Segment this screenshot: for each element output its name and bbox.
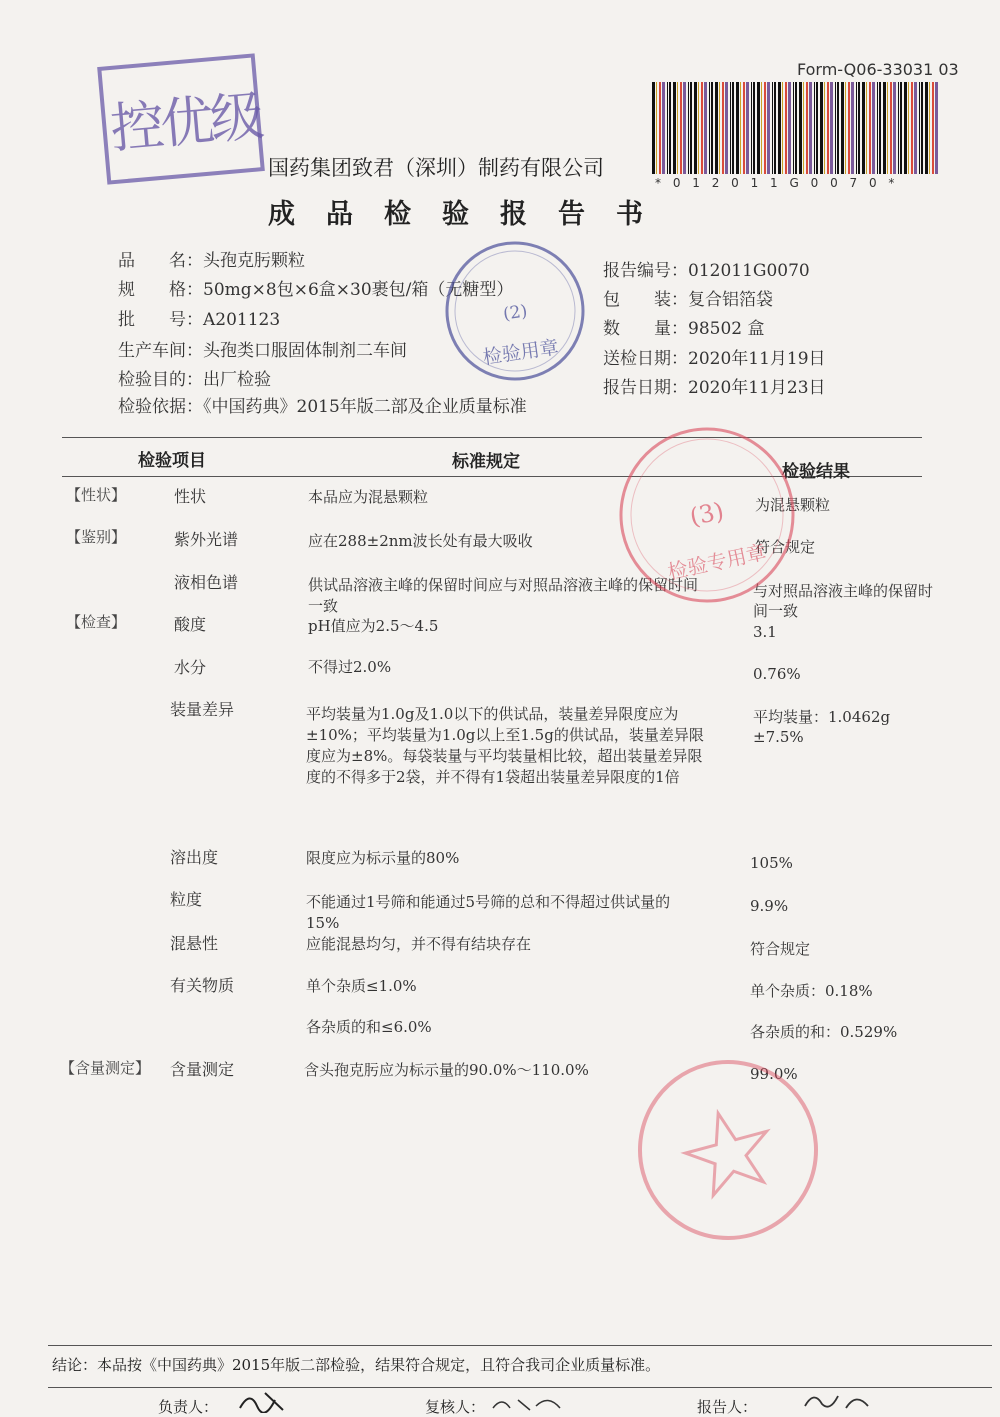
row-result: 99.0% [750,1065,798,1083]
reporter-signature [800,1388,880,1413]
row-standard: 各杂质的和≤6.0% [306,1018,432,1036]
barcode-bar [914,82,917,174]
info-submit-date [603,344,826,369]
barcode-bar [709,82,710,174]
info-report-number [603,256,810,281]
row-item: 水分 [174,658,207,677]
barcode-bar [751,82,752,174]
row-result: 为混悬颗粒 [755,496,831,514]
barcode-bar [925,82,928,174]
row-result: 符合规定 [755,538,816,556]
barcode-bar [767,82,770,174]
barcode-bar [869,82,871,174]
reviewer-signature [490,1394,570,1413]
barcode-bar [900,82,902,174]
barcode-bar [730,82,731,174]
barcode-bar [701,82,703,174]
barcode-bar [816,82,818,174]
row-result: 0.76% [753,665,801,683]
info-label: 包 装： [603,290,688,310]
row-standard: 单个杂质≤1.0% [306,977,417,995]
barcode-bar [883,82,886,174]
barcode-bar [890,82,892,174]
info-workshop [118,336,407,361]
info-value: 头孢克肟颗粒 [203,251,305,271]
barcode-bar [814,82,815,174]
barcode-bar [887,82,888,174]
conclusion: 结论：本品按《中国药典》2015年版二部检验，结果符合规定，且符合我司企业质量标准。 [52,1356,661,1374]
row-result: 3.1 [753,623,777,641]
barcode-bar [772,82,773,174]
row-standard: 应能混悬均匀，并不得有结块存在 [306,935,532,953]
barcode-bar [711,82,713,174]
row-result: 符合规定 [750,940,811,958]
row-category: 【含量测定】 [60,1059,151,1077]
barcode-bar [904,82,907,174]
responsible-signature [235,1388,295,1413]
info-batch [118,305,280,330]
row-result: 各杂质的和：0.529% [750,1023,898,1041]
row-standard: 供试品溶液主峰的保留时间应与对照品溶液主峰的保留时间一致 [308,576,699,615]
row-item: 性状 [174,487,207,506]
row-standard: 含头孢克肟应为标示量的90.0%～110.0% [304,1061,589,1079]
barcode-bar [851,82,854,174]
barcode-bar [893,82,896,174]
report-title: 成品检验报告书 [268,199,674,230]
row-item: 紫外光谱 [174,530,239,549]
barcode-bar [858,82,860,174]
row-standard: pH值应为2.5～4.5 [308,617,439,635]
info-value: 2020年11月23日 [688,378,826,398]
row-result: 与对照品溶液主峰的保留时间一致 [753,582,934,620]
barcode-bar [757,82,760,174]
row-result: 9.9% [750,897,789,915]
row-item: 溶出度 [170,848,219,867]
barcode-bar [652,82,655,174]
barcode-bar [898,82,899,174]
barcode-bar [841,82,844,174]
barcode-bar [656,82,657,174]
barcode-number: * 0 1 2 0 1 1 G 0 0 7 0 * [655,176,899,190]
inspection-stamp-2 [440,236,590,386]
info-label: 检验目的： [118,370,203,390]
svg-text:(2): (2) [501,301,529,325]
inspection-stamp-3 [612,420,802,610]
priority-stamp: 控优级 [102,40,262,190]
row-category: 【性状】 [66,486,127,504]
barcode-bar [785,82,787,174]
responsible-label: 负责人： [158,1398,219,1416]
barcode-bar [820,82,823,174]
barcode-bar [704,82,707,174]
row-item: 有关物质 [170,976,235,995]
reporter-label: 报告人： [697,1398,758,1416]
info-label: 检验依据： [118,397,203,417]
barcode-bar [667,82,668,174]
info-label: 数 量： [603,319,688,339]
barcode-bar [921,82,923,174]
barcode-bar [803,82,804,174]
barcode-bar [669,82,671,174]
company-seal [628,1050,828,1250]
info-label: 送检日期： [603,349,688,369]
barcode-bar [809,82,812,174]
barcode-bar [835,82,836,174]
info-package [603,285,773,310]
barcode-bar [688,82,689,174]
barcode-bar [683,82,686,174]
info-value: 2020年11月19日 [688,349,826,369]
row-item: 粒度 [170,890,203,909]
row-standard: 不得过2.0% [308,658,392,676]
barcode-bar [877,82,878,174]
barcode-bar [911,82,913,174]
row-result: 单个杂质：0.18% [750,982,873,1000]
barcode-bar [799,82,802,174]
header-result: 检验结果 [782,462,850,482]
info-product-name [118,246,305,271]
info-value: 头孢类口服固体制剂二车间 [203,341,407,361]
barcode-bar [782,82,783,174]
barcode-bar [715,82,718,174]
row-item: 液相色谱 [174,573,239,592]
row-item: 装量差异 [170,700,235,719]
info-value: 98502 盒 [688,319,765,339]
barcode-bar [827,82,829,174]
barcode-bar [856,82,857,174]
info-purpose [118,365,271,390]
barcode-bar [725,82,728,174]
barcode-bar [935,82,938,174]
barcode-bar [690,82,692,174]
info-label: 报告日期： [603,378,688,398]
barcode-bar [845,82,846,174]
barcode-bar [793,82,794,174]
info-label: 规 格： [118,280,203,300]
row-standard: 应在288±2nm波长处有最大吸收 [308,532,533,550]
barcode-bar [662,82,665,174]
barcode-bar [680,82,682,174]
svg-text:检验专用章: 检验专用章 [665,539,769,585]
row-standard: 不能通过1号筛和能通过5号筛的总和不得超过供试量的15% [306,893,671,932]
barcode-bar [862,82,865,174]
barcode-bar [677,82,678,174]
barcode-bar [740,82,741,174]
barcode-bar [659,82,661,174]
barcode-bar [872,82,875,174]
info-report-date [603,373,826,398]
footer-rule [48,1345,992,1346]
info-quantity [603,314,764,339]
barcode-bar [848,82,850,174]
barcode-bar [932,82,934,174]
row-item: 酸度 [174,615,207,634]
info-value: 出厂检验 [203,370,271,390]
row-result: 平均装量：1.0462g ±7.5% [753,708,891,746]
info-label: 生产车间： [118,341,203,361]
row-item: 含量测定 [170,1060,235,1079]
barcode-bar [673,82,676,174]
barcode-bar [743,82,745,174]
barcode-bar [694,82,697,174]
barcode-bar [774,82,776,174]
company-name: 国药集团致君（深圳）制药有限公司 [268,156,604,180]
barcode-bar [879,82,881,174]
barcode-bar [746,82,749,174]
barcode [650,82,942,177]
barcode-bar [732,82,734,174]
barcode-bar [837,82,839,174]
form-code: Form-Q06-33031 03 [797,60,959,79]
info-value: 复合铝箔袋 [688,290,773,310]
barcode-bar [753,82,755,174]
row-standard: 本品应为混悬颗粒 [308,488,429,506]
barcode-bar [919,82,920,174]
info-value: 012011G0070 [688,261,810,281]
barcode-bar [795,82,797,174]
barcode-bar [866,82,867,174]
row-category: 【检查】 [66,613,127,631]
barcode-bar [719,82,720,174]
info-value: A201123 [203,310,281,330]
row-item: 混悬性 [170,934,219,953]
info-value: 《中国药典》2015年版二部及企业质量标准 [203,397,527,417]
barcode-bar [824,82,825,174]
info-value: 50mg×8包×6盒×30裹包/箱（无糖型） [203,280,514,300]
info-basis [118,392,527,417]
barcode-bar [788,82,791,174]
row-category: 【鉴别】 [66,528,127,546]
svg-text:检验用章: 检验用章 [481,336,561,369]
barcode-bar [830,82,833,174]
barcode-bar [778,82,781,174]
svg-text:(3): (3) [687,496,727,532]
reviewer-label: 复核人： [425,1398,486,1416]
row-result: 105% [750,854,793,872]
barcode-bar [722,82,724,174]
barcode-bar [908,82,909,174]
row-standard: 限度应为标示量的80% [306,849,460,867]
row-standard: 平均装量为1.0g及1.0以下的供试品，装量差异限度应为±10%；平均装量为1.0g以上至1.5g的供试品，装量差异限度应为±8%。每袋装量与平均装量相比较，超出装量差异限度的不得多于2袋，并不得有1袋超出装量差异限度的1倍 [306,705,704,786]
barcode-bar [806,82,808,174]
barcode-bar [929,82,930,174]
info-label: 批 号： [118,310,203,330]
info-label: 报告编号： [603,261,688,281]
barcode-bar [761,82,762,174]
barcode-bar [764,82,766,174]
info-label: 品 名： [118,251,203,271]
header-item: 检验项目 [138,451,206,471]
barcode-bar [736,82,739,174]
header-standard: 标准规定 [452,452,520,472]
barcode-bar [698,82,699,174]
